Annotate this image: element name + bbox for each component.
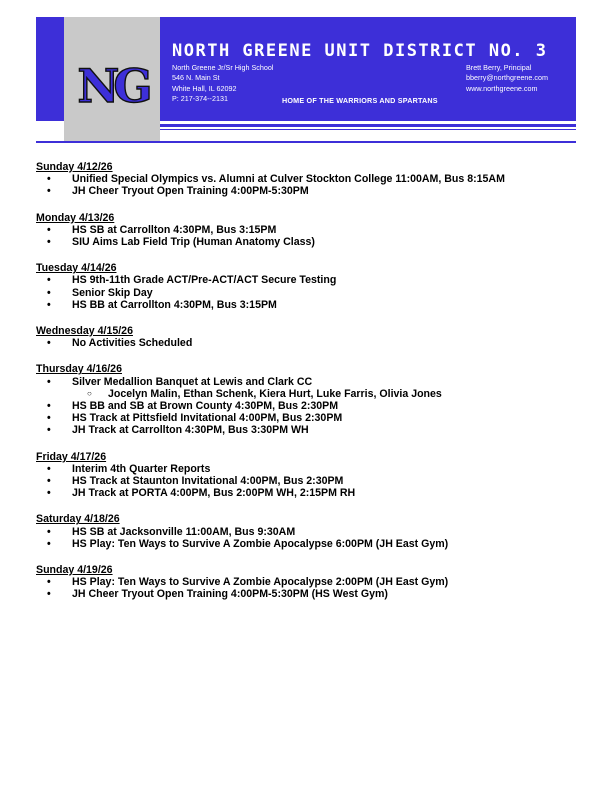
event-text: Silver Medallion Banquet at Lewis and Clark CC: [72, 375, 313, 388]
event-text: HS 9th-11th Grade ACT/Pre-ACT/ACT Secure Testing: [72, 274, 337, 287]
bullet-icon: •: [47, 375, 51, 388]
day-heading: Tuesday 4/14/26: [36, 262, 117, 275]
event-text: HS Play: Ten Ways to Survive A Zombie Apocalypse 2:00PM (JH East Gym): [72, 576, 449, 589]
event-item: [36, 475, 596, 487]
event-text: Unified Special Olympics vs. Alumni at Culver Stockton College 11:00AM, Bus 8:15AM: [72, 173, 505, 186]
school-address: [172, 63, 273, 105]
bullet-icon: •: [47, 400, 51, 413]
event-text: JH Track at PORTA 4:00PM, Bus 2:00PM WH, 2:15PM RH: [72, 487, 356, 500]
day-heading: Thursday 4/16/26: [36, 363, 122, 376]
day-section: [36, 325, 596, 349]
bullet-icon: •: [47, 274, 51, 287]
day-heading: Saturday 4/18/26: [36, 513, 120, 526]
event-item: [36, 287, 596, 299]
event-list: [36, 376, 596, 437]
principal-name: Brett Berry, Principal: [466, 63, 532, 72]
event-item: [36, 526, 596, 538]
day-heading: Monday 4/13/26: [36, 211, 115, 224]
weekly-schedule: [36, 161, 596, 615]
day-heading: Sunday 4/12/26: [36, 161, 113, 173]
event-list: [36, 576, 596, 600]
event-text: HS SB at Carrollton 4:30PM, Bus 3:15PM: [72, 223, 277, 236]
circle-bullet-icon: ○: [87, 388, 92, 398]
bullet-icon: •: [47, 173, 51, 186]
event-text: HS Track at Staunton Invitational 4:00PM, Bus 2:30PM: [72, 475, 344, 488]
event-item: [36, 576, 596, 588]
event-item: [36, 376, 596, 388]
bullet-icon: •: [47, 223, 51, 236]
event-item: [36, 424, 596, 436]
event-list: [36, 337, 596, 349]
bullet-icon: •: [47, 236, 51, 249]
event-list: [36, 224, 596, 248]
event-item: [36, 274, 596, 286]
address-street: 546 N. Main St: [172, 73, 220, 83]
event-text: JH Track at Carrollton 4:30PM, Bus 3:30PM WH: [72, 424, 309, 437]
header-rule: [36, 141, 576, 143]
day-section: [36, 262, 596, 311]
event-text: Interim 4th Quarter Reports: [72, 462, 211, 475]
bullet-icon: •: [47, 298, 51, 311]
bullet-icon: •: [47, 412, 51, 425]
bullet-icon: •: [47, 462, 51, 475]
principal-contact: [466, 63, 548, 94]
address-city: White Hall, IL 62092: [172, 83, 237, 93]
event-text: HS Track at Pittsfield Invitational 4:00PM, Bus 2:30PM: [72, 412, 343, 425]
day-heading: Wednesday 4/15/26: [36, 325, 133, 338]
sub-event-list: [36, 388, 596, 400]
event-text: Senior Skip Day: [72, 286, 153, 299]
school-motto: HOME OF THE WARRIORS AND SPARTANS: [282, 96, 438, 105]
district-title: NORTH GREENE UNIT DISTRICT NO. 3: [172, 41, 548, 61]
event-text: HS SB at Jacksonville 11:00AM, Bus 9:30AM: [72, 525, 296, 538]
sub-event-item: [36, 388, 596, 400]
day-section: [36, 451, 596, 500]
day-section: [36, 161, 596, 198]
day-section: [36, 363, 596, 436]
event-list: [36, 274, 596, 311]
event-item: [36, 337, 596, 349]
bullet-icon: •: [47, 576, 51, 589]
event-item: [36, 487, 596, 499]
day-section: [36, 564, 596, 601]
event-item: [36, 400, 596, 412]
event-item: [36, 588, 596, 600]
event-text: JH Cheer Tryout Open Training 4:00PM-5:30PM (HS West Gym): [72, 588, 388, 601]
event-text: HS BB and SB at Brown County 4:30PM, Bus 2:30PM: [72, 400, 339, 413]
event-list: [36, 463, 596, 500]
district-logo: [67, 58, 157, 110]
logo-text: NG: [77, 59, 147, 110]
event-text: No Activities Scheduled: [72, 337, 193, 350]
bullet-icon: •: [47, 475, 51, 488]
bullet-icon: •: [47, 424, 51, 437]
event-item: [36, 236, 596, 248]
bullet-icon: •: [47, 487, 51, 500]
bullet-icon: •: [47, 185, 51, 198]
event-item: [36, 299, 596, 311]
day-section: [36, 513, 596, 550]
event-item: [36, 412, 596, 424]
bullet-icon: •: [47, 588, 51, 601]
bullet-icon: •: [47, 537, 51, 550]
website-link: www.northgreene.com: [466, 83, 538, 93]
bullet-icon: •: [47, 337, 51, 350]
school-name: North Greene Jr/Sr High School: [172, 63, 274, 72]
event-text: HS BB at Carrollton 4:30PM, Bus 3:15PM: [72, 298, 277, 311]
event-text: HS Play: Ten Ways to Survive A Zombie Apocalypse 6:00PM (JH East Gym): [72, 537, 449, 550]
day-heading: Friday 4/17/26: [36, 450, 107, 463]
header-rule: [160, 129, 576, 130]
event-item: [36, 185, 596, 197]
event-text: JH Cheer Tryout Open Training 4:00PM-5:30PM: [72, 185, 309, 198]
principal-email: bberry@northgreene.com: [466, 73, 549, 83]
bullet-icon: •: [47, 525, 51, 538]
sub-event-text: Jocelyn Malin, Ethan Schenk, Kiera Hurt, Luke Farris, Olivia Jones: [108, 387, 442, 400]
event-list: [36, 526, 596, 550]
event-item: [36, 538, 596, 550]
event-item: [36, 463, 596, 475]
bullet-icon: •: [47, 286, 51, 299]
event-text: SIU Aims Lab Field Trip (Human Anatomy Class): [72, 236, 315, 249]
event-item: [36, 173, 596, 185]
event-list: [36, 173, 596, 197]
event-item: [36, 224, 596, 236]
day-section: [36, 212, 596, 249]
day-heading: Sunday 4/19/26: [36, 564, 113, 577]
header-rule: [160, 124, 576, 127]
phone-number: P: 217-374--2131: [172, 94, 228, 104]
